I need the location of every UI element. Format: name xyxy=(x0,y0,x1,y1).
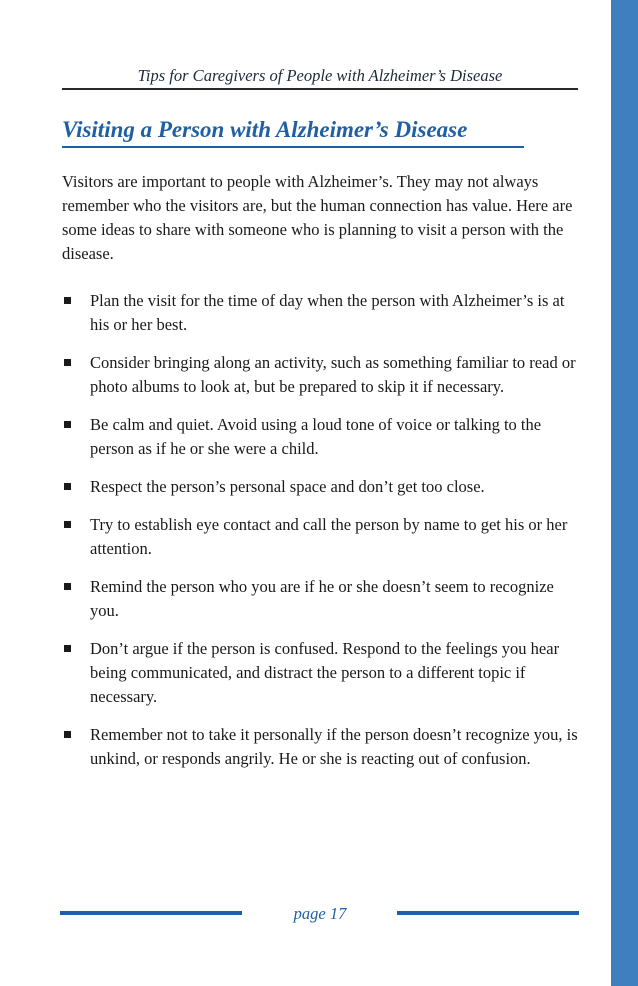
title-underline xyxy=(62,146,524,148)
intro-paragraph: Visitors are important to people with Alzheimer’s. They may not always remember who the visitors are, but the human connection has value. Here are some ideas to share with someone who is planning to visit a person with the disease. xyxy=(62,172,573,263)
list-item xyxy=(62,575,584,623)
square-bullet-icon xyxy=(64,421,71,428)
page-number: page 17 xyxy=(293,904,347,923)
square-bullet-icon xyxy=(64,645,71,652)
square-bullet-icon xyxy=(64,483,71,490)
list-item xyxy=(62,513,584,561)
list-item xyxy=(62,475,584,499)
tip-text: Be calm and quiet. Avoid using a loud tone of voice or talking to the person as if he or she were a child. xyxy=(90,415,542,458)
footer-rule-right xyxy=(397,911,579,915)
tips-list xyxy=(62,289,584,785)
square-bullet-icon xyxy=(64,583,71,590)
square-bullet-icon xyxy=(64,731,71,738)
list-item xyxy=(62,723,584,771)
square-bullet-icon xyxy=(64,521,71,528)
tip-text: Remember not to take it personally if the person doesn’t recognize you, is unkind, or responds angrily. He or she is reacting out of confusion. xyxy=(90,725,578,768)
list-item xyxy=(62,351,584,399)
list-item xyxy=(62,289,584,337)
tip-text: Try to establish eye contact and call the person by name to get his or her attention. xyxy=(90,515,568,558)
tip-text: Don’t argue if the person is confused. Respond to the feelings you hear being communicated, and distract the person to a different topic if necessary. xyxy=(90,639,560,706)
tip-text: Plan the visit for the time of day when the person with Alzheimer’s is at his or her best. xyxy=(90,291,565,334)
running-header: Tips for Caregivers of People with Alzheimer’s Disease xyxy=(62,66,578,90)
square-bullet-icon xyxy=(64,359,71,366)
tip-text: Remind the person who you are if he or she doesn’t seem to recognize you. xyxy=(90,577,554,620)
list-item xyxy=(62,413,584,461)
page-title: Visiting a Person with Alzheimer’s Disease xyxy=(62,117,468,142)
side-color-bar xyxy=(611,0,638,986)
square-bullet-icon xyxy=(64,297,71,304)
tip-text: Consider bringing along an activity, such as something familiar to read or photo albums to look at, but be prepared to skip it if necessary. xyxy=(90,353,576,396)
list-item xyxy=(62,637,584,709)
tip-text: Respect the person’s personal space and don’t get too close. xyxy=(90,477,485,496)
footer-rule-left xyxy=(60,911,242,915)
